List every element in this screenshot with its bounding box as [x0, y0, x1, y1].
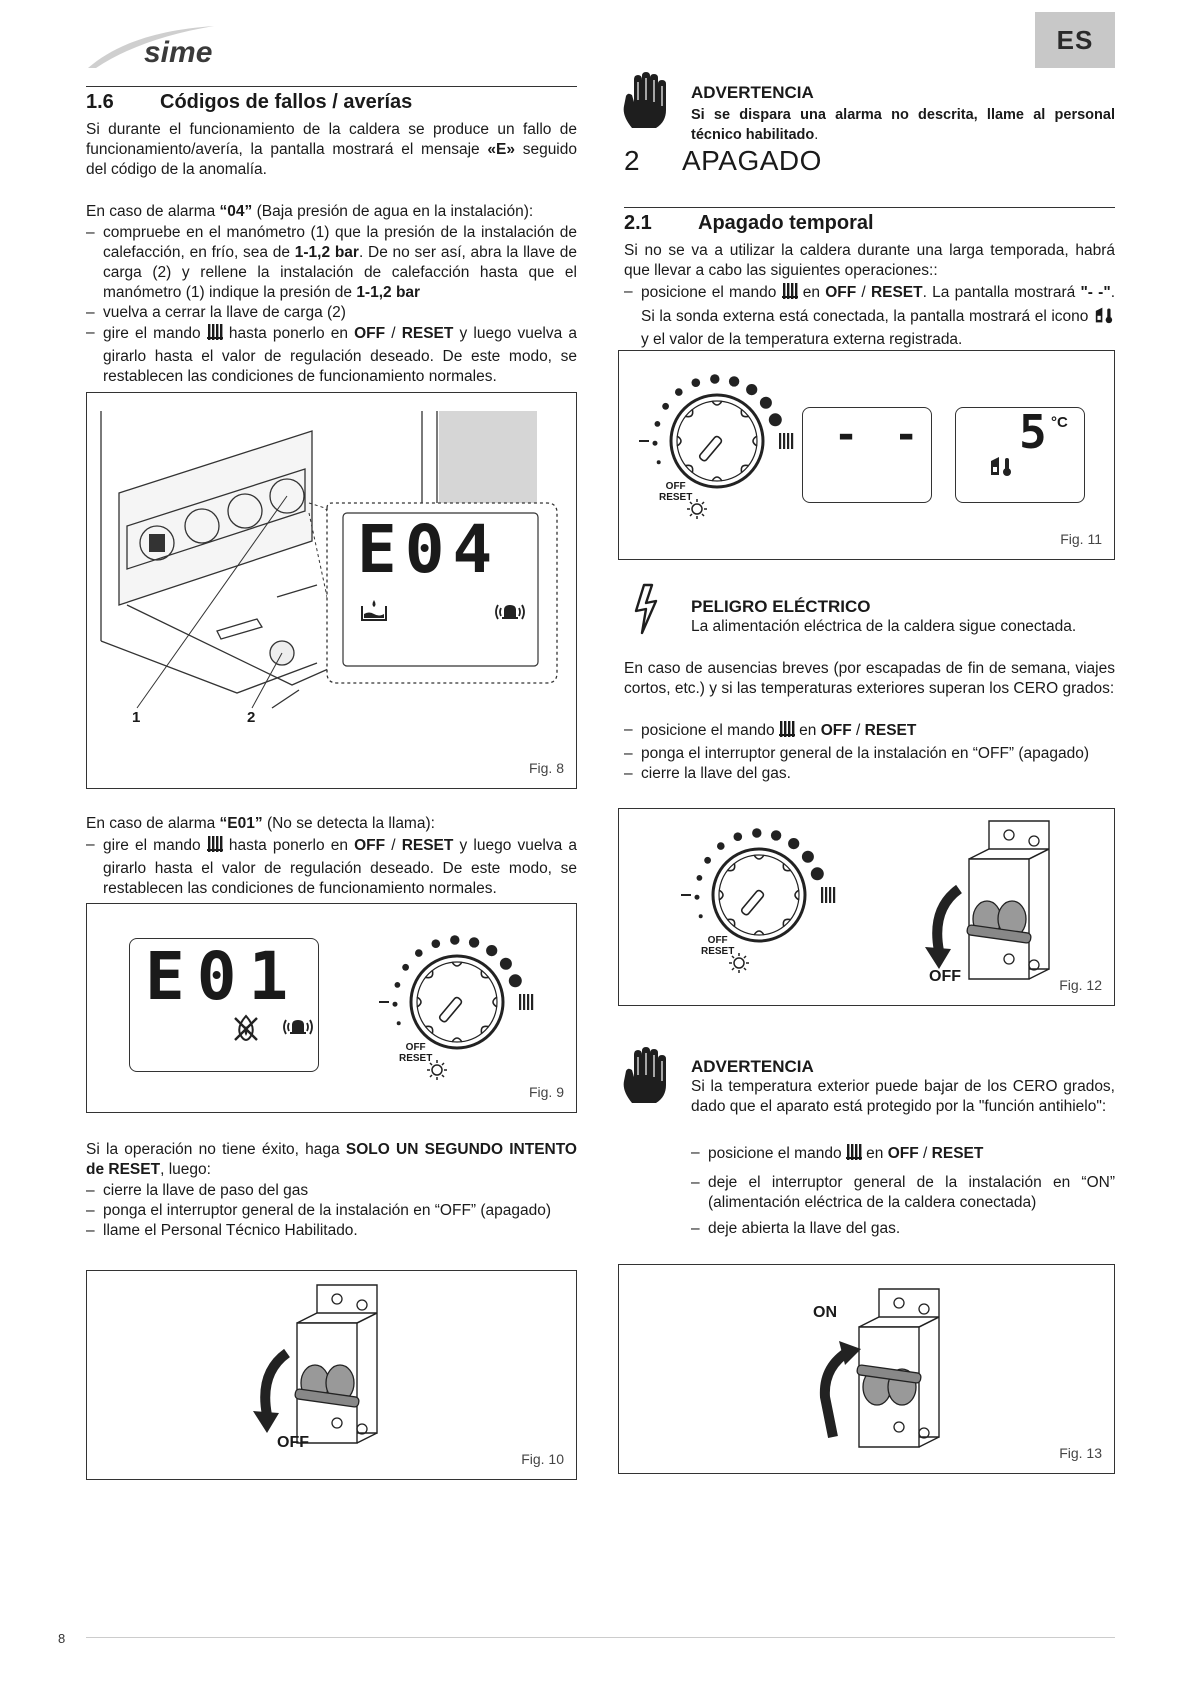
- sime-logo: [86, 24, 236, 70]
- list-item: – deje abierta la llave del gas.: [691, 1219, 1115, 1239]
- warning-title: ADVERTENCIA: [691, 1057, 814, 1076]
- section-rule: [86, 86, 577, 87]
- section-rule: [624, 207, 1115, 208]
- heating-icon: [207, 323, 223, 347]
- list-item: – gire el mando hasta ponerlo en OFF / RESET y luego vuelva a girarlo hasta el valor de regulación deseado. De este modo, se restablecen las condiciones de funcionamiento normales.: [86, 835, 577, 899]
- list-item: – posicione el mando en OFF / RESET: [691, 1143, 1115, 1167]
- no-flame-icon: [231, 1012, 261, 1044]
- regulation-knob: [637, 363, 807, 529]
- figure-label: Fig. 10: [521, 1451, 564, 1467]
- list-item: – ponga el interruptor general de la instalación en “OFF” (apagado): [86, 1201, 577, 1221]
- list-item: – compruebe en el manómetro (1) que la presión de la instalación de calefacción, en frío, sea de 1-1,2 bar. De no ser así, abra la llave de carga (2) y rellene la instalación de calefacción hasta que el manómetro (1) indique la presión de 1-1,2 bar: [86, 223, 577, 303]
- shutdown-intro: Si no se va a utilizar la caldera durante una larga temporada, habrá que llevar a cabo las siguientes operaciones::: [624, 242, 1115, 279]
- figure-12: [618, 808, 1115, 1006]
- knob-reset-text: RESET: [701, 946, 735, 957]
- on-label: ON: [813, 1304, 837, 1321]
- knob-reset-text: RESET: [399, 1053, 433, 1064]
- off-label: OFF: [929, 968, 961, 985]
- lcd-unit: °C: [1051, 414, 1068, 431]
- retry-paragraph: Si la operación no tiene éxito, haga SOLO UN SEGUNDO INTENTO de RESET, luego:: [86, 1141, 577, 1178]
- list-item: – posicione el mando en OFF / RESET. La pantalla mostrará "- -". Si la sonda externa está conectada, la pantalla mostrará el icono y el valor de la temperatura externa registrada.: [624, 282, 1115, 350]
- callout-1: 1: [132, 709, 141, 726]
- lcd-temperature: 5: [1019, 405, 1047, 459]
- shutdown-steps: [624, 282, 1115, 350]
- regulation-knob: [377, 924, 547, 1090]
- alarm-bell-icon: [280, 1016, 316, 1038]
- list-item: – deje el interruptor general de la instalación en “ON” (alimentación eléctrica de la caldera conectada): [691, 1173, 1115, 1213]
- lcd-code-e04: E04: [357, 511, 501, 588]
- language-tab: ES: [1035, 12, 1115, 68]
- callout-2: 2: [247, 709, 256, 726]
- figure-13: [618, 1264, 1115, 1474]
- list-item: – ponga el interruptor general de la instalación en “OFF” (apagado): [624, 744, 1115, 764]
- list-item: – gire el mando hasta ponerlo en OFF / RESET y luego vuelva a girarlo hasta el valor de regulación deseado. De este modo, se restablecen las condiciones de funcionamiento normales.: [86, 323, 577, 387]
- intro-paragraph: Si durante el funcionamiento de la caldera se produce un fallo de funcionamiento/avería, la pantalla mostrará el mensaje «E» seguido del código de la anomalía.: [86, 121, 577, 178]
- chapter-number: 2: [624, 145, 641, 176]
- external-probe-icon: [1093, 306, 1115, 330]
- alarm-bell-icon: [492, 601, 528, 623]
- alarm-04-steps: [86, 223, 577, 387]
- retry-steps: [86, 1181, 577, 1241]
- figure-9: [86, 903, 577, 1113]
- list-item: – posicione el mando en OFF / RESET: [624, 720, 1115, 744]
- chapter-title: APAGADO: [682, 145, 822, 176]
- knob-off-reset-label: [701, 935, 734, 957]
- danger-title: PELIGRO ELÉCTRICO: [691, 597, 871, 616]
- figure-label: Fig. 9: [528, 1084, 564, 1100]
- knob-off-reset-label: [659, 481, 692, 503]
- section-number: 1.6: [86, 91, 114, 113]
- figure-10: [86, 1270, 577, 1480]
- switch-off-graphic: [237, 1283, 427, 1463]
- electric-danger-icon: [632, 583, 662, 635]
- alarm-e01-intro: En caso de alarma “E01” (No se detecta la llama):: [86, 815, 435, 832]
- heating-icon: [207, 835, 223, 859]
- warning-hand-icon: [618, 70, 676, 132]
- figure-label: Fig. 13: [1059, 1445, 1102, 1461]
- alarm-04-intro: En caso de alarma “04” (Baja presión de agua en la instalación):: [86, 203, 534, 220]
- list-item: – llame el Personal Técnico Habilitado.: [86, 1221, 577, 1241]
- heating-icon: [846, 1143, 862, 1167]
- figure-label: Fig. 11: [1060, 531, 1102, 547]
- figure-8: [86, 392, 577, 789]
- lcd-code-e01: E01: [145, 938, 301, 1015]
- warning-title: ADVERTENCIA: [691, 83, 814, 102]
- alarm-e01-steps: [86, 835, 577, 899]
- figure-label: Fig. 12: [1059, 977, 1102, 993]
- footer-rule: [86, 1637, 1115, 1638]
- section-heading-2-1: [624, 211, 1115, 235]
- section-number: 2.1: [624, 212, 652, 234]
- warning-body: Si se dispara una alarma no descrita, llame al personal técnico habilitado.: [691, 107, 1115, 143]
- short-absence-paragraph: En caso de ausencias breves (por escapadas de fin de semana, viajes cortos, etc.) y si las temperaturas exteriores superan los CERO grados:: [624, 660, 1115, 697]
- knob-off-text: OFF: [405, 1042, 426, 1053]
- antifreeze-steps: [691, 1143, 1115, 1239]
- list-item: – vuelva a cerrar la llave de carga (2): [86, 303, 577, 323]
- off-label: OFF: [277, 1434, 309, 1451]
- warning-hand-icon: [618, 1045, 676, 1107]
- section-heading-1-6: [86, 90, 577, 114]
- lcd-dashes: - -: [834, 412, 925, 458]
- list-item: – cierre la llave de paso del gas: [86, 1181, 577, 1201]
- knob-reset-text: RESET: [659, 492, 693, 503]
- regulation-knob: [679, 817, 849, 983]
- knob-off-reset-label: [399, 1042, 432, 1064]
- figure-label: Fig. 8: [528, 760, 564, 776]
- list-item: – cierre la llave del gas.: [624, 764, 1115, 784]
- section-title: Códigos de fallos / averías: [160, 91, 413, 113]
- brand-text: sime: [144, 36, 213, 69]
- short-absence-steps: [624, 720, 1115, 784]
- chapter-heading-2: [624, 145, 1115, 177]
- boiler-panel-illustration: [87, 393, 576, 788]
- warning-body: Si la temperatura exterior puede bajar de los CERO grados, dado que el aparato está protegido por la "función antihielo":: [691, 1078, 1115, 1115]
- danger-body: La alimentación eléctrica de la caldera sigue conectada.: [691, 618, 1077, 635]
- section-title: Apagado temporal: [698, 212, 874, 234]
- heating-icon: [779, 720, 795, 744]
- main-switch-off: [237, 1283, 427, 1469]
- page-number: 8: [58, 1631, 66, 1646]
- knob-off-text: OFF: [707, 935, 728, 946]
- knob-off-text: OFF: [665, 481, 686, 492]
- figure-11: [618, 350, 1115, 560]
- external-probe-icon: [989, 455, 1013, 477]
- water-pressure-icon: [359, 598, 389, 624]
- heating-icon: [782, 282, 798, 306]
